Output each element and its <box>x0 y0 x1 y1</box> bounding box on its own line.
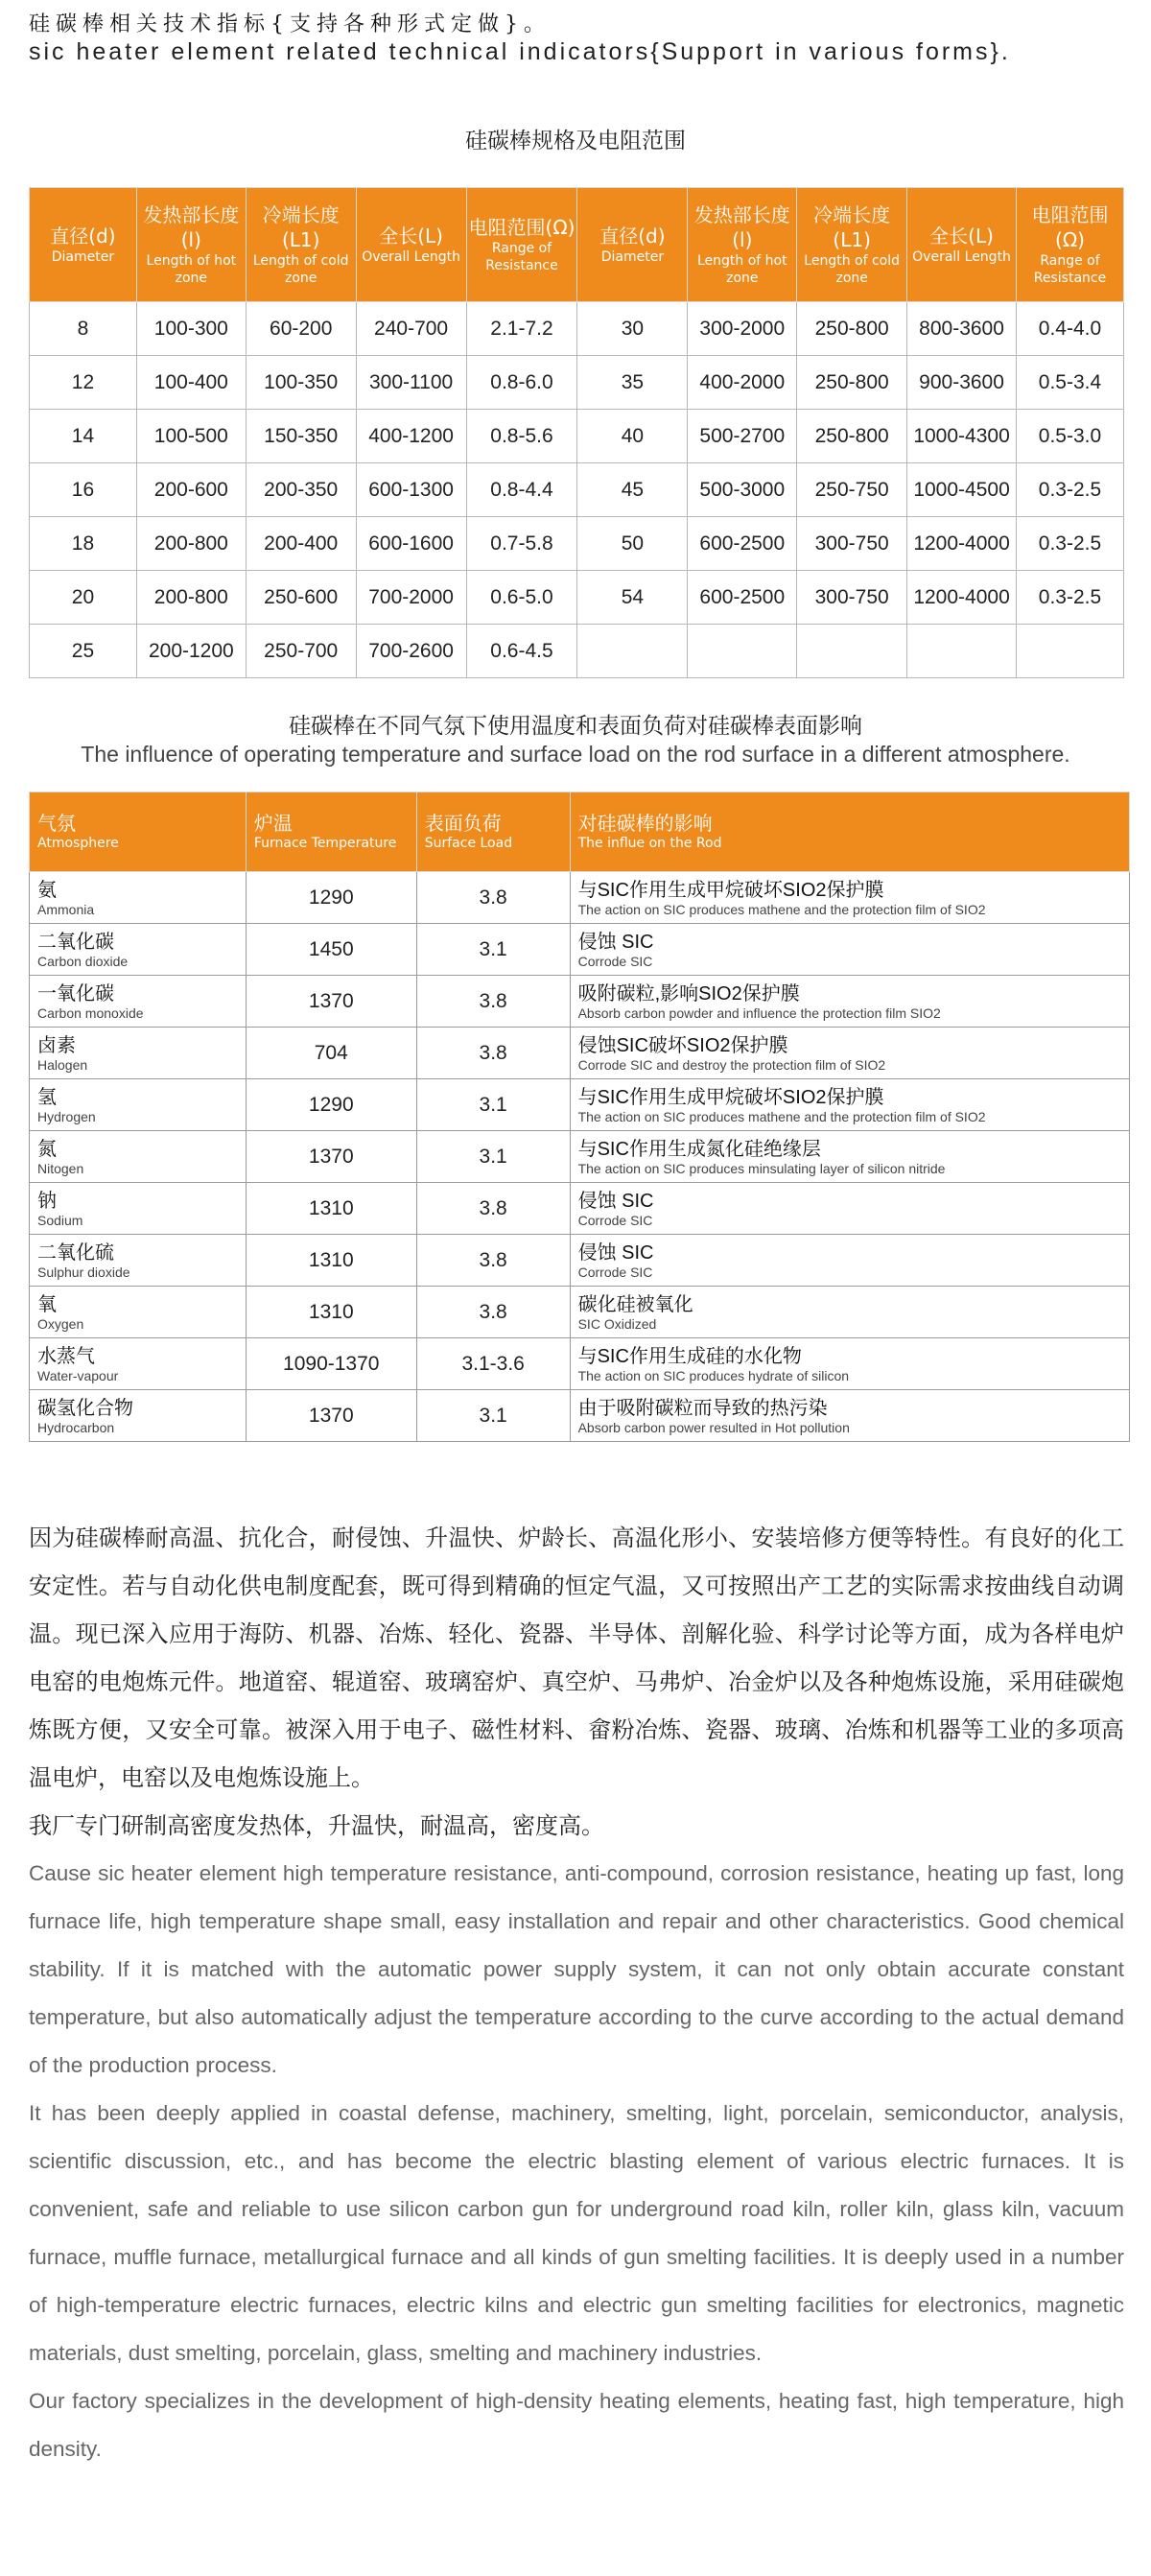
spec-cell: 14 <box>30 410 137 463</box>
atmosphere-name-cn: 氢 <box>37 1086 57 1108</box>
spec-cell: 0.5-3.0 <box>1016 410 1123 463</box>
spec-cell: 8 <box>30 302 137 356</box>
spec-cell: 250-800 <box>797 410 907 463</box>
surface-load-cell: 3.8 <box>416 1287 570 1338</box>
atmosphere-header-cell <box>246 792 416 872</box>
effect-en: Corrode SIC <box>577 1264 653 1280</box>
spec-cell: 30 <box>577 302 688 356</box>
atmosphere-header-cell <box>30 792 247 872</box>
spec-cell: 300-2000 <box>688 302 797 356</box>
furnace-temperature-cell: 1370 <box>246 1390 416 1442</box>
effect-cell <box>570 1287 1129 1338</box>
spec-header-en: Length of hot zone <box>696 253 787 286</box>
spec-header-cell <box>688 188 797 302</box>
spec-header-cell <box>246 188 356 302</box>
furnace-temperature-cell: 1370 <box>246 976 416 1028</box>
atmosphere-name-en: Nitogen <box>37 1160 84 1176</box>
effect-en: The action on SIC produces minsulating layer of silicon nitride <box>577 1160 946 1176</box>
atmosphere-header-en: Furnace Temperature <box>253 836 397 851</box>
spec-cell: 100-350 <box>246 356 356 410</box>
surface-load-cell: 3.8 <box>416 1235 570 1287</box>
atmosphere-table <box>29 792 1130 1442</box>
effect-en: The action on SIC produces mathene and the protection film of SIO2 <box>577 901 986 917</box>
spec-header-row <box>30 188 1124 302</box>
spec-cell: 2.1-7.2 <box>466 302 577 356</box>
atmosphere-header-en: Atmosphere <box>37 836 119 851</box>
spec-header-cell <box>356 188 466 302</box>
atmosphere-name-cn: 氧 <box>37 1293 57 1315</box>
effect-en: The action on SIC produces mathene and the protection film of SIO2 <box>577 1108 986 1124</box>
spec-cell: 600-1300 <box>356 463 466 517</box>
effect-en: Absorb carbon power resulted in Hot pollution <box>577 1419 850 1435</box>
spec-cell: 200-800 <box>136 571 246 625</box>
spec-cell: 100-500 <box>136 410 246 463</box>
spec-cell: 600-2500 <box>688 517 797 571</box>
spec-cell: 200-400 <box>246 517 356 571</box>
spec-cell: 100-400 <box>136 356 246 410</box>
surface-load-cell: 3.1 <box>416 1131 570 1183</box>
atmosphere-name-en: Carbon dioxide <box>37 953 129 969</box>
effect-cell <box>570 1079 1129 1131</box>
furnace-temperature-cell: 1310 <box>246 1287 416 1338</box>
atmosphere-name-cn: 水蒸气 <box>37 1345 95 1367</box>
atmosphere-title-cn: 硅碳棒在不同气氛下使用温度和表面负荷对硅碳棒表面影响 <box>289 714 862 739</box>
furnace-temperature-cell: 1090-1370 <box>246 1338 416 1390</box>
surface-load-cell: 3.1 <box>416 1390 570 1442</box>
atmosphere-cell <box>30 924 247 976</box>
spec-cell: 300-750 <box>797 571 907 625</box>
effect-en: Corrode SIC and destroy the protection film of SIO2 <box>577 1056 886 1073</box>
spec-cell <box>797 625 907 678</box>
spec-table <box>29 187 1124 678</box>
effect-cn: 侵蚀SIC破坏SIO2保护膜 <box>577 1034 788 1056</box>
spec-header-cell <box>466 188 577 302</box>
spec-header-cell <box>577 188 688 302</box>
atmosphere-header-cn: 炉温 <box>253 812 293 835</box>
atmosphere-row <box>30 1183 1130 1235</box>
effect-cn: 与SIC作用生成氮化硅绝缘层 <box>577 1138 821 1160</box>
spec-cell: 18 <box>30 517 137 571</box>
spec-header-cn: 直径(d) <box>599 225 666 248</box>
furnace-temperature-cell: 704 <box>246 1028 416 1079</box>
spec-cell: 12 <box>30 356 137 410</box>
atmosphere-header-cn: 气氛 <box>37 812 76 835</box>
atmosphere-row <box>30 924 1130 976</box>
atmosphere-row <box>30 1028 1130 1079</box>
spec-cell: 35 <box>577 356 688 410</box>
spec-cell <box>907 625 1017 678</box>
spec-cell: 250-800 <box>797 302 907 356</box>
effect-cell <box>570 976 1129 1028</box>
spec-cell: 250-750 <box>797 463 907 517</box>
atmosphere-header-cn: 对硅碳棒的影响 <box>577 812 713 835</box>
atmosphere-row <box>30 1338 1130 1390</box>
spec-cell: 300-1100 <box>356 356 466 410</box>
spec-cell: 1200-4000 <box>907 571 1017 625</box>
spec-header-en: Length of hot zone <box>146 253 237 286</box>
spec-header-cell <box>30 188 137 302</box>
spec-cell: 250-800 <box>797 356 907 410</box>
spec-cell: 1000-4300 <box>907 410 1017 463</box>
surface-load-cell: 3.8 <box>416 872 570 924</box>
atmosphere-table-body <box>30 872 1130 1442</box>
surface-load-cell: 3.8 <box>416 1183 570 1235</box>
description-en-para1: Cause sic heater element high temperature resistance, anti-compound, corrosion resistance, heating up fast, long furnace life, high temperature shape small, easy installation and repair and other characteristics. Good chemical stability. If it is matched with the automatic power supply system, it can not only obtain accurate constant temperature, but also automatically adjust the temperature according to the curve according to the actual demand of the production process. <box>29 1861 1124 2077</box>
effect-cn: 侵蚀 SIC <box>577 1241 654 1264</box>
surface-load-cell: 3.1 <box>416 1079 570 1131</box>
spec-header-en: Length of cold zone <box>804 253 901 286</box>
atmosphere-header-cell <box>416 792 570 872</box>
atmosphere-cell <box>30 1079 247 1131</box>
spec-cell: 16 <box>30 463 137 517</box>
spec-cell: 0.8-6.0 <box>466 356 577 410</box>
spec-cell: 20 <box>30 571 137 625</box>
spec-header-cn: 电阻范围(Ω) <box>1031 203 1109 251</box>
atmosphere-name-en: Halogen <box>37 1056 88 1073</box>
spec-header-cn: 发热部长度(l) <box>693 203 790 251</box>
atmosphere-header-row <box>30 792 1130 872</box>
spec-cell: 25 <box>30 625 137 678</box>
spec-cell: 600-2500 <box>688 571 797 625</box>
page-title-cn: 硅碳棒相关技术指标{支持各种形式定做}。 <box>29 12 551 36</box>
atmosphere-name-cn: 钠 <box>37 1190 57 1212</box>
spec-row <box>30 356 1124 410</box>
spec-cell: 250-700 <box>246 625 356 678</box>
atmosphere-row <box>30 872 1130 924</box>
spec-cell: 700-2600 <box>356 625 466 678</box>
spec-header-cn: 发热部长度(l) <box>143 203 240 251</box>
effect-cell <box>570 872 1129 924</box>
spec-header-cell <box>1016 188 1123 302</box>
atmosphere-cell <box>30 1183 247 1235</box>
atmosphere-name-cn: 二氧化硫 <box>37 1241 114 1264</box>
spec-row <box>30 517 1124 571</box>
effect-cell <box>570 1338 1129 1390</box>
spec-cell: 500-2700 <box>688 410 797 463</box>
spec-cell: 400-1200 <box>356 410 466 463</box>
atmosphere-cell <box>30 1028 247 1079</box>
spec-row <box>30 463 1124 517</box>
atmosphere-row <box>30 976 1130 1028</box>
atmosphere-name-cn: 卤素 <box>37 1034 76 1056</box>
atmosphere-name-en: Sulphur dioxide <box>37 1264 130 1280</box>
surface-load-cell: 3.8 <box>416 976 570 1028</box>
effect-cell <box>570 924 1129 976</box>
description <box>29 1514 1124 2473</box>
effect-en: The action on SIC produces hydrate of silicon <box>577 1367 850 1383</box>
spec-header-cell <box>136 188 246 302</box>
atmosphere-name-en: Sodium <box>37 1212 83 1228</box>
atmosphere-name-en: Water-vapour <box>37 1367 119 1383</box>
effect-en: Corrode SIC <box>577 1212 653 1228</box>
spec-cell: 200-600 <box>136 463 246 517</box>
atmosphere-header-en: The influe on the Rod <box>577 836 722 851</box>
spec-header-en: Length of cold zone <box>252 253 349 286</box>
furnace-temperature-cell: 1370 <box>246 1131 416 1183</box>
spec-header-cn: 全长(L) <box>379 225 443 248</box>
spec-header-en: Overall Length <box>912 249 1011 265</box>
description-cn-para2: 我厂专门研制高密度发热体，升温快，耐温高，密度高。 <box>29 1812 604 1839</box>
spec-cell: 800-3600 <box>907 302 1017 356</box>
atmosphere-row <box>30 1235 1130 1287</box>
effect-cell <box>570 1028 1129 1079</box>
spec-cell: 200-1200 <box>136 625 246 678</box>
atmosphere-cell <box>30 1235 247 1287</box>
atmosphere-name-cn: 一氧化碳 <box>37 982 114 1004</box>
spec-header-en: Diameter <box>600 249 665 265</box>
effect-cn: 与SIC作用生成甲烷破坏SIO2保护膜 <box>577 879 884 901</box>
effect-cell <box>570 1131 1129 1183</box>
spec-row <box>30 571 1124 625</box>
atmosphere-name-en: Ammonia <box>37 901 95 917</box>
spec-header-en: Range of Resistance <box>485 241 558 273</box>
effect-cell <box>570 1235 1129 1287</box>
effect-en: Corrode SIC <box>577 953 653 969</box>
spec-row <box>30 410 1124 463</box>
atmosphere-cell <box>30 976 247 1028</box>
effect-cn: 吸附碳粒,影响SIO2保护膜 <box>577 982 800 1004</box>
spec-cell: 0.5-3.4 <box>1016 356 1123 410</box>
atmosphere-row <box>30 1287 1130 1338</box>
spec-cell: 1000-4500 <box>907 463 1017 517</box>
spec-cell: 600-1600 <box>356 517 466 571</box>
description-en-para3: Our factory specializes in the development of high-density heating elements, heating fast, high temperature, high density. <box>29 2389 1124 2461</box>
atmosphere-name-cn: 二氧化碳 <box>37 931 114 953</box>
spec-cell: 60-200 <box>246 302 356 356</box>
spec-header-cell <box>797 188 907 302</box>
spec-header-cn: 电阻范围(Ω) <box>468 216 576 239</box>
effect-en: SIC Oxidized <box>577 1315 657 1332</box>
spec-cell: 0.3-2.5 <box>1016 571 1123 625</box>
spec-cell: 250-600 <box>246 571 356 625</box>
atmosphere-cell <box>30 1338 247 1390</box>
effect-cn: 由于吸附碳粒而导致的热污染 <box>577 1397 828 1419</box>
surface-load-cell: 3.1-3.6 <box>416 1338 570 1390</box>
effect-cn: 与SIC作用生成甲烷破坏SIO2保护膜 <box>577 1086 884 1108</box>
atmosphere-name-cn: 氨 <box>37 879 57 901</box>
spec-header-cn: 全长(L) <box>929 225 994 248</box>
spec-cell <box>577 625 688 678</box>
atmosphere-name-cn: 碳氢化合物 <box>37 1397 133 1419</box>
atmosphere-header-cn: 表面负荷 <box>424 812 502 835</box>
atmosphere-header-en: Surface Load <box>424 836 513 851</box>
atmosphere-name-cn: 氮 <box>37 1138 57 1160</box>
spec-cell <box>1016 625 1123 678</box>
spec-header-cell <box>907 188 1017 302</box>
spec-cell: 50 <box>577 517 688 571</box>
spec-cell: 1200-4000 <box>907 517 1017 571</box>
spec-table-body <box>30 302 1124 678</box>
spec-cell: 0.6-5.0 <box>466 571 577 625</box>
spec-header-cn: 直径(d) <box>50 225 116 248</box>
spec-row <box>30 625 1124 678</box>
effect-cell <box>570 1390 1129 1442</box>
description-cn-para1: 因为硅碳棒耐高温、抗化合，耐侵蚀、升温快、炉龄长、高温化形小、安装培修方便等特性。有良好的化工安定性。若与自动化供电制度配套，既可得到精确的恒定气温，又可按照出产工艺的实际需求按曲线自动调温。现已深入应用于海防、机器、冶炼、轻化、瓷器、半导体、剖解化验、科学讨论等方面，成为各样电炉电窑的电炮炼元件。地道窑、辊道窑、玻璃窑炉、真空炉、马弗炉、冶金炉以及各种炮炼设施，采用硅碳炮炼既方便，又安全可靠。被深入用于电子、磁性材料、畲粉冶炼、瓷器、玻璃、冶炼和机器等工业的多项高温电炉，电窑以及电炮炼设施上。 <box>29 1524 1124 1791</box>
spec-cell: 100-300 <box>136 302 246 356</box>
spec-header-en: Overall Length <box>362 249 460 265</box>
atmosphere-cell <box>30 1287 247 1338</box>
spec-cell: 40 <box>577 410 688 463</box>
spec-header-cn: 冷端长度(L1) <box>262 203 340 251</box>
spec-cell: 0.8-5.6 <box>466 410 577 463</box>
spec-row <box>30 302 1124 356</box>
spec-header-en: Range of Resistance <box>1033 253 1107 286</box>
spec-cell: 240-700 <box>356 302 466 356</box>
spec-cell: 700-2000 <box>356 571 466 625</box>
spec-cell: 0.7-5.8 <box>466 517 577 571</box>
furnace-temperature-cell: 1290 <box>246 872 416 924</box>
description-en-para2: It has been deeply applied in coastal defense, machinery, smelting, light, porcelain, semiconductor, analysis, scientific discussion, etc., and has become the electric blasting element of various electric furnaces. It is convenient, safe and reliable to use silicon carbon gun for underground road kiln, roller kiln, glass kiln, vacuum furnace, muffle furnace, metallurgical furnace and all kinds of gun smelting facilities. It is deeply used in a number of high-temperature electric furnaces, electric kilns and electric gun smelting facilities for electronics, magnetic materials, dust smelting, porcelain, glass, smelting and machinery industries. <box>29 2101 1124 2365</box>
effect-cell <box>570 1183 1129 1235</box>
spec-cell: 0.8-4.4 <box>466 463 577 517</box>
spec-cell: 0.3-2.5 <box>1016 517 1123 571</box>
effect-cn: 侵蚀 SIC <box>577 1190 654 1212</box>
spec-cell: 500-3000 <box>688 463 797 517</box>
effect-cn: 侵蚀 SIC <box>577 931 654 953</box>
spec-header-en: Diameter <box>51 249 115 265</box>
atmosphere-name-en: Oxygen <box>37 1315 84 1332</box>
page-title-en: sic heater element related technical indicators{Support in various forms}. <box>29 38 1011 65</box>
spec-cell: 200-800 <box>136 517 246 571</box>
surface-load-cell: 3.1 <box>416 924 570 976</box>
atmosphere-row <box>30 1079 1130 1131</box>
spec-cell: 0.4-4.0 <box>1016 302 1123 356</box>
spec-cell: 45 <box>577 463 688 517</box>
spec-cell: 400-2000 <box>688 356 797 410</box>
atmosphere-cell <box>30 1390 247 1442</box>
spec-cell: 0.3-2.5 <box>1016 463 1123 517</box>
effect-cn: 碳化硅被氧化 <box>577 1293 693 1315</box>
spec-cell: 900-3600 <box>907 356 1017 410</box>
furnace-temperature-cell: 1310 <box>246 1183 416 1235</box>
furnace-temperature-cell: 1450 <box>246 924 416 976</box>
spec-cell: 150-350 <box>246 410 356 463</box>
atmosphere-name-en: Hydrogen <box>37 1108 96 1124</box>
furnace-temperature-cell: 1290 <box>246 1079 416 1131</box>
spec-cell: 0.6-4.5 <box>466 625 577 678</box>
atmosphere-name-en: Carbon monoxide <box>37 1004 144 1021</box>
atmosphere-cell <box>30 1131 247 1183</box>
atmosphere-name-en: Hydrocarbon <box>37 1419 115 1435</box>
spec-cell <box>688 625 797 678</box>
atmosphere-title-en: The influence of operating temperature and surface load on the rod surface in a different atmosphere. <box>81 742 1070 767</box>
atmosphere-row <box>30 1390 1130 1442</box>
atmosphere-row <box>30 1131 1130 1183</box>
spec-header-cn: 冷端长度(L1) <box>813 203 891 251</box>
furnace-temperature-cell: 1310 <box>246 1235 416 1287</box>
spec-cell: 54 <box>577 571 688 625</box>
effect-cn: 与SIC作用生成硅的水化物 <box>577 1345 802 1367</box>
spec-table-title: 硅碳棒规格及电阻范围 <box>465 129 686 154</box>
surface-load-cell: 3.8 <box>416 1028 570 1079</box>
effect-en: Absorb carbon powder and influence the protection film SIO2 <box>577 1004 941 1021</box>
atmosphere-cell <box>30 872 247 924</box>
spec-cell: 300-750 <box>797 517 907 571</box>
spec-cell: 200-350 <box>246 463 356 517</box>
atmosphere-header-cell <box>570 792 1129 872</box>
